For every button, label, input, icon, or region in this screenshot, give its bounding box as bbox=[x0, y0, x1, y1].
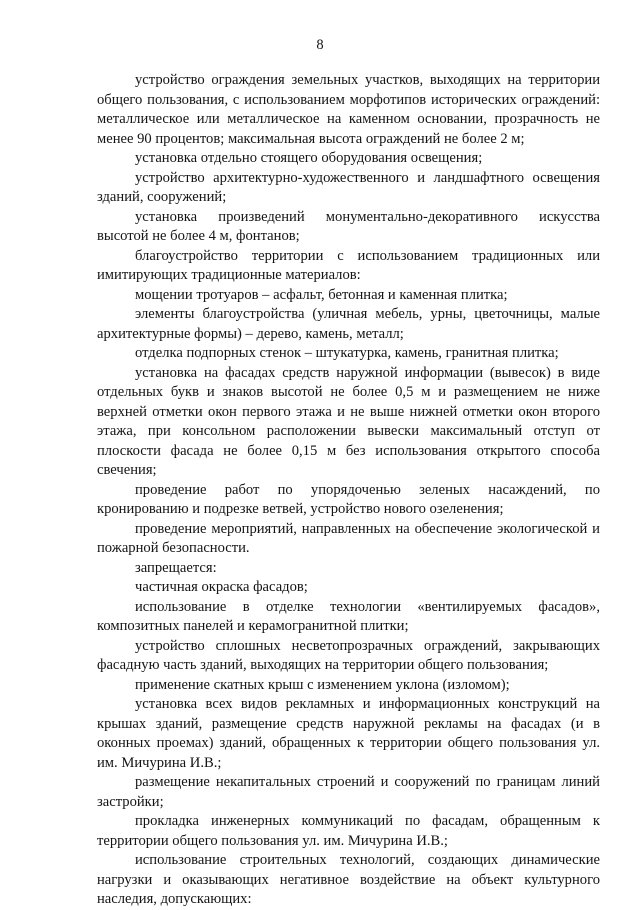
paragraph-construction-technologies: использование строительных технологий, создающих динамические нагрузки и оказывающих негативное воздействие на объект культурного наследия, допускающих: bbox=[97, 852, 600, 907]
paragraph-ventilated-facades: использование в отделке технологии «вентилируемых фасадов», композитных панелей и керамогранитной плитки; bbox=[97, 598, 600, 634]
paragraph-partial-painting: частичная окраска фасадов; bbox=[135, 579, 308, 595]
paragraph-lighting-equipment: установка отдельно стоящего оборудования освещения; bbox=[135, 150, 483, 166]
paragraph-landscaping-elements: элементы благоустройства (уличная мебель, урны, цветочницы, малые архитектурные формы) – дерево, камень, металл; bbox=[97, 306, 600, 342]
paragraph-solid-fences: устройство сплошных несветопрозрачных ограждений, закрывающих фасадную часть зданий, выходящих на территории общего пользования; bbox=[97, 637, 600, 673]
paragraph-sidewalk-paving: мощении тротуаров – асфальт, бетонная и каменная плитка; bbox=[135, 286, 508, 303]
paragraph-signage: установка на фасадах средств наружной информации (вывесок) в виде отдельных букв и знаков высотой не более 0,5 м и размещением не ниже верхней отметки окон первого этажа и не выше нижней отметки окон второго этажа, при консольном расположении вывески максимальный отступ от плоскости фасада не более 0,15 м без использования открытого способа свечения; bbox=[97, 364, 600, 478]
paragraph-pitched-roofs: применение скатных крыш с изменением уклона (изломом); bbox=[135, 676, 510, 693]
paragraph-safety-measures: проведение мероприятий, направленных на обеспечение экологической и пожарной безопасности. bbox=[97, 520, 600, 556]
paragraph-monumental-art: установка произведений монументально-декоративного искусства высотой не более 4 м, фонтанов; bbox=[97, 208, 600, 244]
paragraph-green-spaces: проведение работ по упорядоченью зеленых насаждений, по кронированию и подрезке ветвей, устройство нового озеленения; bbox=[97, 481, 600, 517]
page-number: 8 bbox=[316, 37, 324, 53]
paragraph-architectural-lighting: устройство архитектурно-художественного и ландшафтного освещения зданий, сооружений; bbox=[97, 169, 600, 205]
paragraph-fence-installation: устройство ограждения земельных участков, выходящих на территории общего пользования, с использованием морфотипов исторических ограждений: металлическое или металлическое на каменном основании, прозрачность не менее 90 процентов; максимальная высота ограждений не более 2 м; bbox=[97, 72, 600, 147]
paragraph-temporary-structures: размещение некапитальных строений и сооружений по границам линий застройки; bbox=[97, 774, 600, 810]
paragraph-utility-lines: прокладка инженерных коммуникаций по фасадам, обращенным к территории общего пользования ул. им. Мичурина И.В.; bbox=[97, 813, 600, 849]
paragraph-prohibited-heading: запрещается: bbox=[135, 559, 217, 576]
paragraph-retaining-walls: отделка подпорных стенок – штукатурка, камень, гранитная плитка; bbox=[135, 345, 559, 361]
document-body bbox=[97, 71, 600, 910]
paragraph-advertising: установка всех видов рекламных и информационных конструкций на крышах зданий, размещение средств наружной рекламы на фасадах (и в оконных проемах) зданий, обращенных к территории общего пользования ул. им. Мичурина И.В.; bbox=[97, 696, 600, 771]
paragraph-landscaping-materials: благоустройство территории с использованием традиционных или имитирующих традиционные материалов: bbox=[97, 247, 600, 283]
